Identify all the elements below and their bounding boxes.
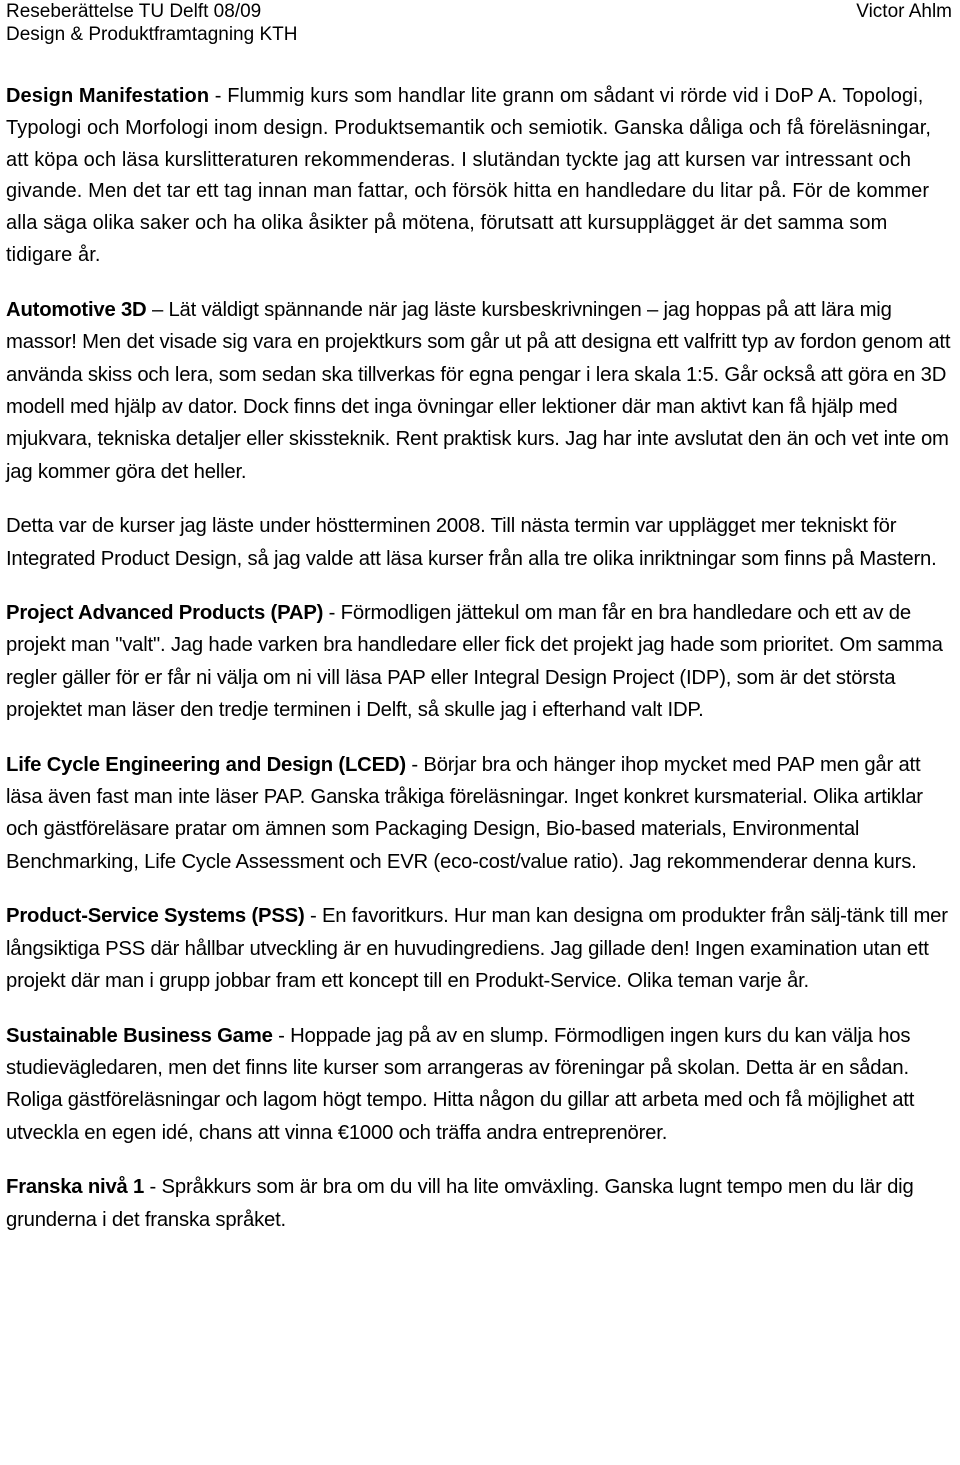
course-title: Project Advanced Products (PAP) (6, 602, 324, 625)
page-header (6, 0, 952, 48)
course-title: Franska nivå 1 (6, 1176, 145, 1199)
course-description: – Lät väldigt spännande när jag läste kursbeskrivningen – jag hoppas på att lära mig massor! Men det visade sig vara en projektkurs som går ut på att designa ett valfritt typ av fordon genom att använda skiss och lera, som sedan ska tillverkas för egna pengar i lera skala 1:5. Går också att göra en 3D modell med hjälp av dator. Dock finns det inga övningar eller lektioner där man aktivt kan få hjälp med mjukvara, tekniska detaljer eller skissteknik. Rent praktisk kurs. Jag har inte avslutat den än och vet inte om jag kommer göra det heller. (6, 298, 951, 483)
course-title: Sustainable Business Game (6, 1024, 273, 1047)
course-title: Automotive 3D (6, 298, 147, 321)
paragraph-lced (6, 749, 956, 879)
course-description: - En favoritkurs. Hur man kan designa om produkter från sälj-tänk till mer långsiktiga PSS där hållbar utveckling är en huvudingrediens. Jag gillade den! Ingen examination utan ett projekt där man i grupp jobbar fram ett koncept till en Produkt-Service. Olika teman varje år. (6, 905, 948, 993)
paragraph-autumn-summary (6, 510, 956, 575)
paragraph-sustainable-business-game (6, 1020, 956, 1150)
course-title: Life Cycle Engineering and Design (LCED) (6, 753, 406, 776)
paragraph-pss (6, 900, 956, 997)
summary-text: Detta var de kurser jag läste under höstterminen 2008. Till nästa termin var upplägget mer tekniskt för Integrated Product Design, så jag valde att läsa kurser från alla tre olika inriktningar som finns på Mastern. (6, 515, 937, 570)
header-left (6, 0, 297, 46)
course-description: - Börjar bra och hänger ihop mycket med PAP men går att läsa även fast man inte läser PAP. Ganska tråkiga föreläsningar. Inget konkret kursmaterial. Olika artiklar och gästföreläsare pratar om ämnen som Packaging Design, Bio-based materials, Environmental Benchmarking, Life Cycle Assessment och EVR (eco-cost/value ratio). Jag rekommenderar denna kurs. (6, 753, 923, 873)
document-body (6, 81, 956, 1258)
paragraph-automotive-3d (6, 294, 956, 488)
paragraph-franska (6, 1171, 956, 1236)
course-description: - Flummig kurs som handlar lite grann om sådant vi rörde vid i DoP A. Topologi, Typologi och Morfologi inom design. Produktsemantik och semiotik. Ganska dåliga och få föreläsningar, att köpa och läsa kurslitteraturen rekommenderas. I slutändan tyckte jag att kursen var intressant och givande. Men det tar ett tag innan man fattar, och försök hitta en handledare du litar på. För de kommer alla säga olika saker och ha olika åsikter på mötena, förutsatt att kursupplägget är det samma som tidigare år. (6, 85, 932, 266)
course-description: - Hoppade jag på av en slump. Förmodligen ingen kurs du kan välja hos studievägledaren, men det finns lite kurser som arrangeras av föreningar på skolan. Detta är en sådan. Roliga gästföreläsningar och lagom högt tempo. Hitta någon du gillar att arbeta med och få möjlighet att utveckla en egen idé, chans att vinna €1000 och träffa andra entreprenörer. (6, 1024, 915, 1144)
header-program: Design & Produktframtagning KTH (6, 24, 298, 45)
paragraph-pap (6, 597, 956, 727)
header-report-title: Reseberättelse TU Delft 08/09 (6, 1, 262, 22)
header-author: Victor Ahlm (856, 1, 952, 22)
course-description: - Språkkurs som är bra om du vill ha lite omväxling. Ganska lugnt tempo men du lär dig grunderna i det franska språket. (6, 1176, 914, 1231)
course-title: Design Manifestation (6, 85, 210, 107)
paragraph-design-manifestation (6, 81, 956, 272)
course-title: Product-Service Systems (PSS) (6, 905, 305, 928)
course-description: - Förmodligen jättekul om man får en bra handledare och ett av de projekt man "valt". Jag hade varken bra handledare eller fick det projekt jag hade som prioritet. Om samma regler gäller för er får ni välja om ni vill läsa PAP eller Integral Design Project (IDP), som är det största projektet man läser den tredje terminen i Delft, så skulle jag i efterhand valt IDP. (6, 602, 943, 722)
